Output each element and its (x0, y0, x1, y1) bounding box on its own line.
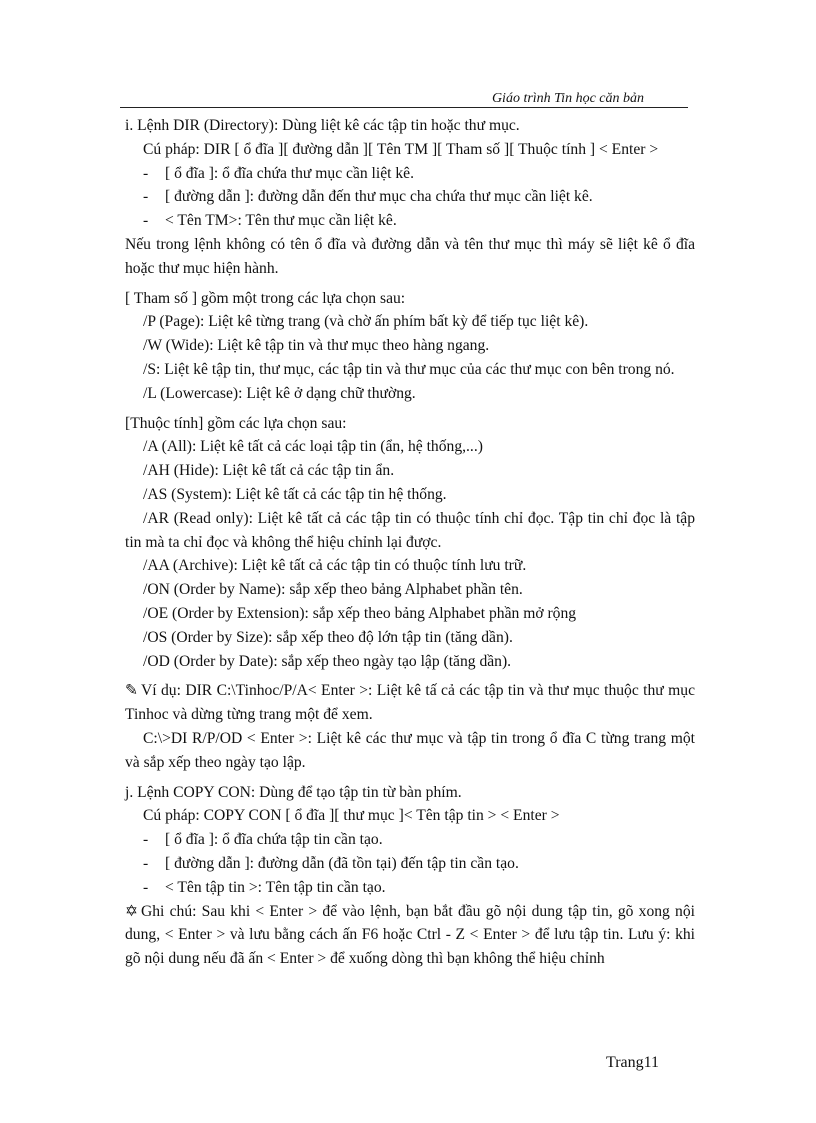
dir-item: - < Tên TM>: Tên thư mục cần liệt kê. (125, 209, 695, 233)
attr-item: /AR (Read only): Liệt kê tất cả các tập tin có thuộc tính chỉ đọc. Tập tin chỉ đọc là tập tin mà ta chỉ đọc và không thể hiệu chỉnh lại được. (125, 509, 695, 551)
attr-item: /AH (Hide): Liệt kê tất cả các tập tin ẩn. (143, 462, 395, 480)
page-content (125, 114, 695, 971)
param-item: /W (Wide): Liệt kê tập tin và thư mục theo hàng ngang. (143, 337, 490, 355)
attr-item: /ON (Order by Name): sắp xếp theo bảng Alphabet phần tên. (143, 581, 523, 599)
dir-item: - [ ổ đĩa ]: ổ đĩa chứa thư mục cần liệt kê. (125, 162, 695, 186)
copy-item: - [ đường dẫn ]: đường dẫn (đã tồn tại) đến tập tin cần tạo. (125, 852, 695, 876)
param-item: /S: Liệt kê tập tin, thư mục, các tập tin và thư mục của các thư mục con bên trong nó. (143, 360, 675, 378)
attr-item: /OD (Order by Date): sắp xếp theo ngày tạo lập (tăng dần). (143, 652, 512, 670)
page-header (120, 90, 688, 108)
attr-title: [Thuộc tính] gồm các lựa chọn sau: (125, 414, 347, 432)
attr-item: /AS (System): Liệt kê tất cả các tập tin hệ thống. (143, 485, 447, 503)
attr-item: /OE (Order by Extension): sắp xếp theo bảng Alphabet phần mở rộng (143, 604, 577, 622)
param-item: /L (Lowercase): Liệt kê ở dạng chữ thường. (143, 384, 416, 402)
note: ✡ Ghi chú: Sau khi < Enter > để vào lệnh, bạn bắt đầu gõ nội dung tập tin, gõ xong nội dung, < Enter > và lưu bằng cách ấn F6 hoặc Ctrl - Z < Enter > để lưu tập tin. Lưu ý: khi gõ nội dung nếu đã ấn < Enter > để xuống dòng thì bạn không thể hiệu chỉnh (125, 900, 695, 971)
copy-item: - [ ổ đĩa ]: ổ đĩa chứa tập tin cần tạo. (125, 828, 695, 852)
dir-syntax: Cú pháp: DIR [ ổ đĩa ][ đường dẫn ][ Tên TM ][ Tham số ][ Thuộc tính ] < Enter > (143, 140, 659, 158)
dir-note: Nếu trong lệnh không có tên ổ đĩa và đường dẫn và tên thư mục thì máy sẽ liệt kê ổ đĩa hoặc thư mục hiện hành. (125, 235, 695, 277)
star-icon: ✡ (125, 902, 139, 920)
copy-title: j. Lệnh COPY CON: Dùng để tạo tập tin từ bàn phím. (125, 783, 462, 801)
attr-item: /AA (Archive): Liệt kê tất cả các tập tin có thuộc tính lưu trữ. (143, 557, 527, 575)
example-1: ✎ Ví dụ: DIR C:\Tinhoc/P/A< Enter >: Liệt kê tấ cả các tập tin và thư mục thuộc thư mục Tinhoc và dừng từng trang một để xem. (125, 679, 695, 727)
copy-syntax: Cú pháp: COPY CON [ ổ đĩa ][ thư mục ]< Tên tập tin > < Enter > (143, 807, 560, 825)
example-2: C:\>DI R/P/OD < Enter >: Liệt kê các thư mục và tập tin trong ổ đĩa C từng trang một và sắp xếp theo ngày tạo lập. (125, 729, 695, 771)
dash-marker: - (143, 854, 149, 872)
header-title: Giáo trình Tin học căn bản (491, 91, 644, 106)
dir-item: - [ đường dẫn ]: đường dẫn đến thư mục cha chứa thư mục cần liệt kê. (125, 185, 695, 209)
param-item: /P (Page): Liệt kê từng trang (và chờ ấn phím bất kỳ để tiếp tục liệt kê). (143, 313, 589, 331)
copy-item: - < Tên tập tin >: Tên tập tin cần tạo. (125, 876, 695, 900)
dash-marker: - (143, 188, 149, 206)
dir-title: i. Lệnh DIR (Directory): Dùng liệt kê các tập tin hoặc thư mục. (125, 117, 520, 134)
pencil-icon: ✎ (125, 682, 139, 700)
attr-item: /OS (Order by Size): sắp xếp theo độ lớn tập tin (tăng dần). (143, 628, 513, 646)
attr-item: /A (All): Liệt kê tất cả các loại tập tin (ẩn, hệ thống,...) (143, 438, 483, 456)
dash-marker: - (143, 164, 149, 182)
dash-marker: - (143, 831, 149, 849)
dash-marker: - (143, 878, 149, 896)
dash-marker: - (143, 212, 149, 230)
page-number: Trang11 (606, 1054, 660, 1071)
param-title: [ Tham số ] gồm một trong các lựa chọn sau: (125, 289, 406, 307)
